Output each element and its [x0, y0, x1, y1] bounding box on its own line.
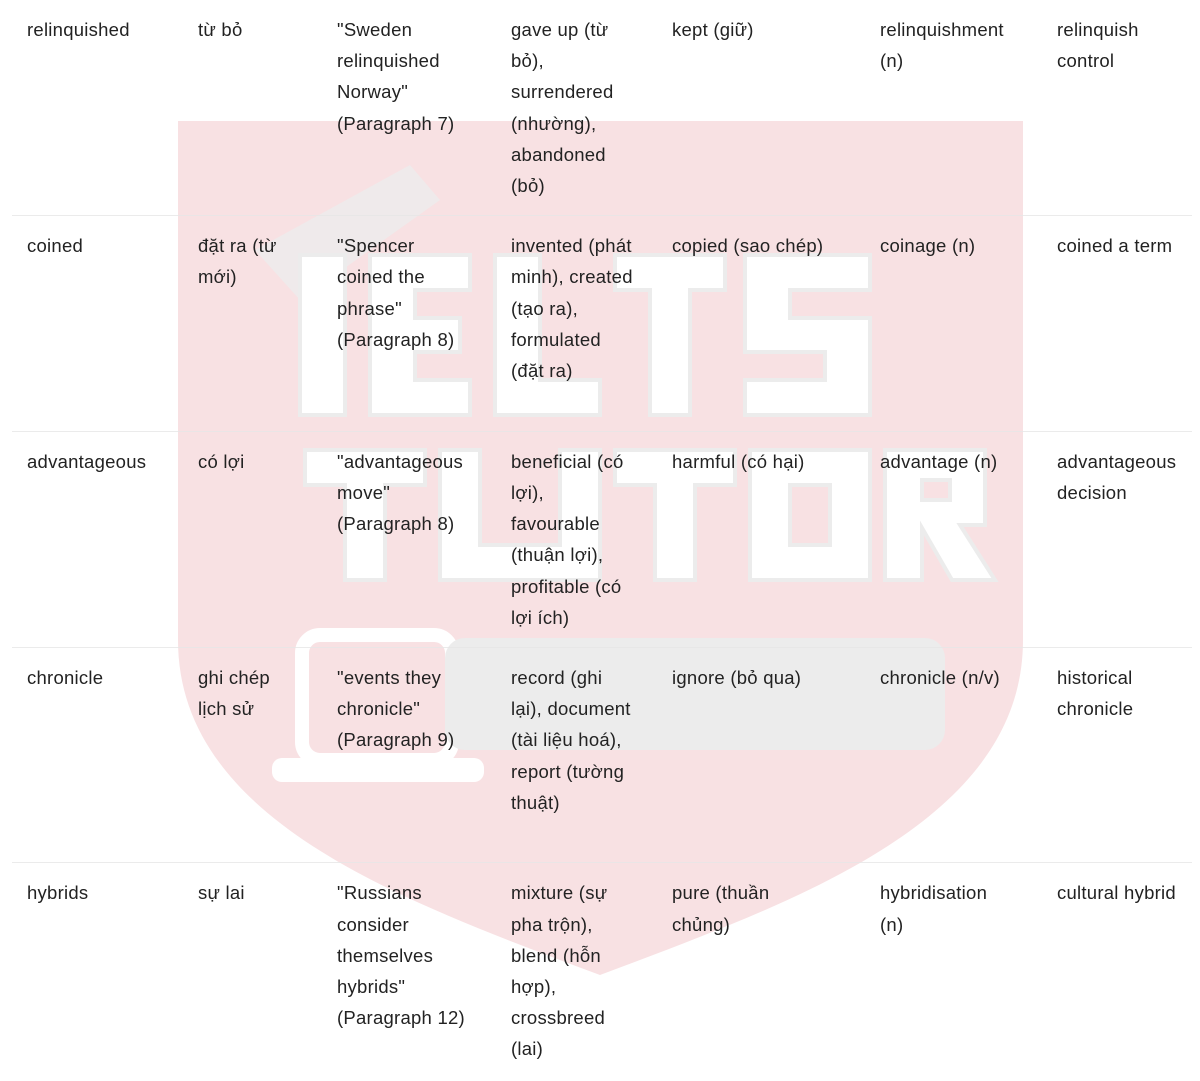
context-text: "Spencer coined the phrase" (Paragraph 8): [337, 235, 455, 350]
cell-antonym: [657, 863, 865, 1079]
antonym-text: kept (giữ): [672, 19, 754, 40]
cell-collocation: [1042, 863, 1192, 1079]
cell-synonyms: [496, 431, 657, 647]
collocation-text: coined a term: [1057, 235, 1173, 257]
meaning-text: sự lai: [198, 882, 245, 904]
meaning-text: đặt ra (từ mới): [198, 235, 277, 288]
synonyms-text: beneficial (có lợi), favourable (thuận lợi), profitable (có lợi ích): [511, 450, 624, 628]
family-text: advantage (n): [880, 450, 998, 472]
cell-synonyms: [496, 647, 657, 863]
antonym-text: harmful (có hại): [672, 450, 805, 472]
cell-meaning: [183, 863, 322, 1079]
cell-family: [865, 647, 1042, 863]
cell-meaning: [183, 216, 322, 432]
cell-word: [12, 431, 183, 647]
cell-synonyms: [496, 0, 657, 216]
cell-context: [322, 0, 496, 216]
table-row: [12, 863, 1192, 1079]
cell-antonym: [657, 0, 865, 216]
cell-family: [865, 431, 1042, 647]
cell-collocation: [1042, 647, 1192, 863]
cell-antonym: [657, 431, 865, 647]
cell-context: [322, 647, 496, 863]
antonym-text: copied (sao chép): [672, 235, 824, 257]
cell-context: [322, 863, 496, 1079]
cell-meaning: [183, 431, 322, 647]
cell-context: [322, 216, 496, 432]
cell-word: [12, 647, 183, 863]
cell-word: [12, 863, 183, 1079]
antonym-text: pure (thuần chủng): [672, 882, 770, 935]
table-row: [12, 0, 1192, 216]
meaning-text: ghi chép lịch sử: [198, 666, 270, 720]
table-row: [12, 216, 1192, 432]
family-text: coinage (n): [880, 235, 976, 257]
collocation-text: historical chronicle: [1057, 666, 1134, 720]
meaning-text: có lợi: [198, 450, 245, 472]
context-text: "events they chronicle" (Paragraph 9): [337, 666, 455, 751]
context-text: "Russians consider themselves hybrids" (Paragraph 12): [337, 882, 465, 1029]
cell-antonym: [657, 647, 865, 863]
synonyms-text: mixture (sự pha trộn), blend (hỗn hợp), crossbreed (lai): [511, 882, 608, 1060]
family-text: hybridisation (n): [880, 882, 988, 935]
cell-collocation: [1042, 431, 1192, 647]
cell-word: [12, 216, 183, 432]
collocation-text: cultural hybrid: [1057, 882, 1176, 904]
cell-meaning: [183, 647, 322, 863]
context-text: "Sweden relinquished Norway" (Paragraph 7): [337, 19, 455, 134]
antonym-text: ignore (bỏ qua): [672, 666, 802, 688]
cell-synonyms: [496, 216, 657, 432]
word-text: hybrids: [27, 882, 89, 904]
family-text: relinquishment (n): [880, 19, 1004, 72]
collocation-text: advantageous decision: [1057, 450, 1177, 503]
cell-collocation: [1042, 216, 1192, 432]
collocation-text: relinquish control: [1057, 19, 1139, 72]
vocabulary-table: [12, 0, 1192, 1079]
cell-synonyms: [496, 863, 657, 1079]
word-text: relinquished: [27, 19, 130, 40]
cell-family: [865, 216, 1042, 432]
table-row: [12, 647, 1192, 863]
cell-family: [865, 0, 1042, 216]
word-text: chronicle: [27, 666, 104, 688]
cell-collocation: [1042, 0, 1192, 216]
cell-family: [865, 863, 1042, 1079]
cell-context: [322, 431, 496, 647]
cell-antonym: [657, 216, 865, 432]
word-text: advantageous: [27, 450, 147, 472]
meaning-text: từ bỏ: [198, 19, 243, 40]
word-text: coined: [27, 235, 84, 257]
table-row: [12, 431, 1192, 647]
family-text: chronicle (n/v): [880, 666, 1000, 688]
synonyms-text: record (ghi lại), document (tài liệu hoá), report (tường thuật): [511, 666, 631, 813]
synonyms-text: gave up (từ bỏ), surrendered (nhường), abandoned (bỏ): [511, 19, 614, 197]
context-text: "advantageous move" (Paragraph 8): [337, 450, 464, 535]
cell-meaning: [183, 0, 322, 216]
synonyms-text: invented (phát minh), created (tạo ra), formulated (đặt ra): [511, 235, 633, 382]
cell-word: [12, 0, 183, 216]
